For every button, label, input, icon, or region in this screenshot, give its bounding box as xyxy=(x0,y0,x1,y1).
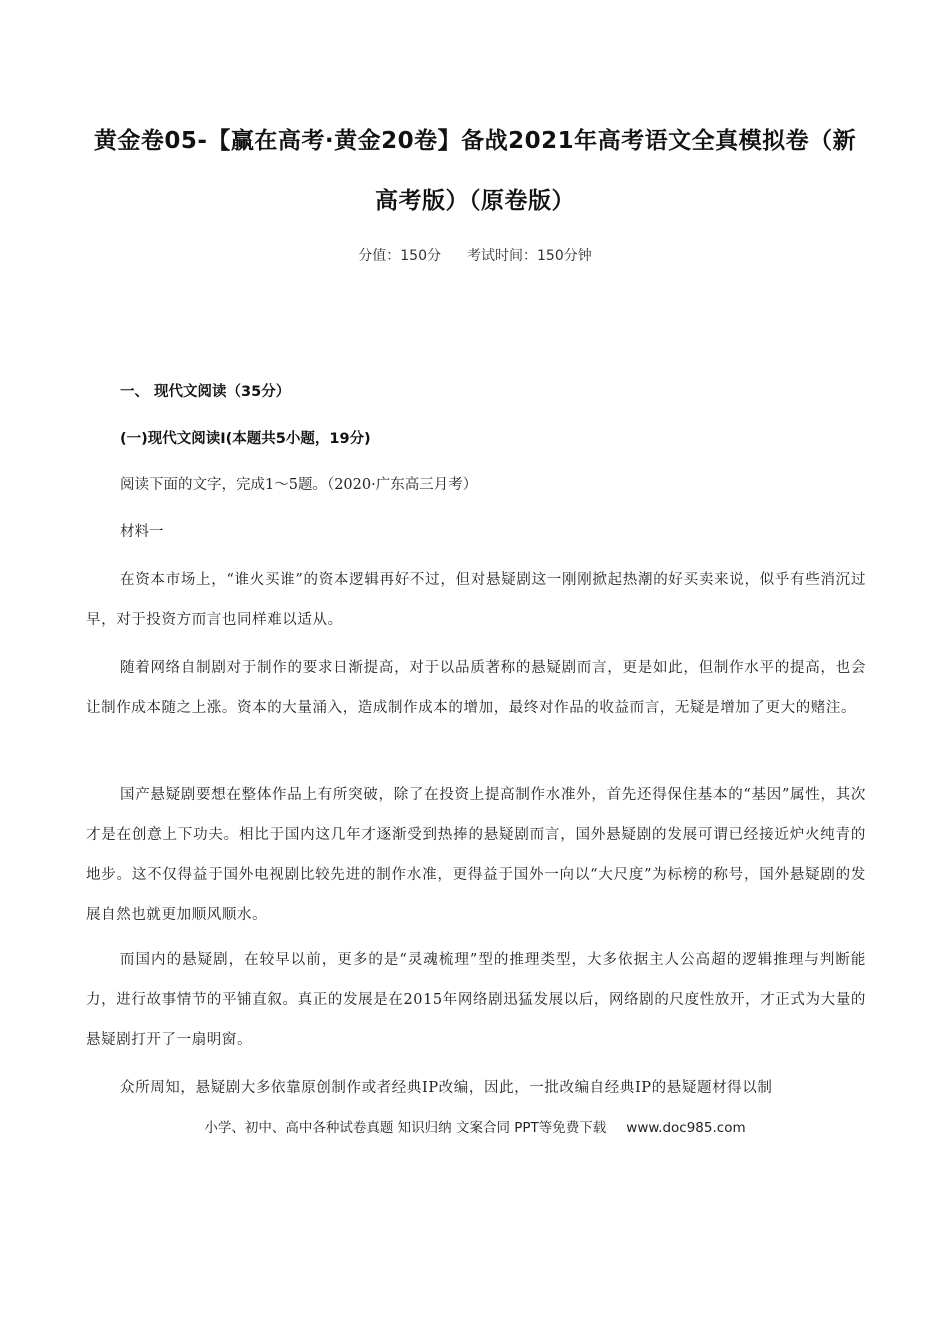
exam-meta xyxy=(0,245,950,265)
paragraph: 而国内的悬疑剧，在较早以前，更多的是“灵魂梳理”型的推理类型，大多依据主人公高超的逻辑推理与判断能力，进行故事情节的平铺直叙。真正的发展是在2015年网络剧迅猛发展以后，网络剧的尺度性放开，才正式为大量的悬疑剧打开了一扇明窗。 xyxy=(86,952,866,1048)
paragraph: 随着网络自制剧对于制作的要求日渐提高，对于以品质著称的悬疑剧而言，更是如此，但制作水平的提高，也会让制作成本随之上涨。资本的大量涌入，造成制作成本的增加，最终对作品的收益而言，无疑是增加了更大的赌注。 xyxy=(86,660,866,716)
score-label: 分值：150分 xyxy=(358,248,441,264)
section-heading: 一、 现代文阅读（35分） xyxy=(120,384,291,400)
paragraph: 在资本市场上，“谁火买谁”的资本逻辑再好不过，但对悬疑剧这一刚刚掀起热潮的好买卖来说，似乎有些消沉过早，对于投资方而言也同样难以适从。 xyxy=(86,572,866,628)
reading-instruction: 阅读下面的文字，完成1～5题。（2020·广东高三月考） xyxy=(120,477,478,493)
document-title-line1: 黄金卷05-【赢在高考·黄金20卷】备战2021年高考语文全真模拟卷（新 xyxy=(93,128,857,154)
footer-text: 小学、初中、高中各种试卷真题 知识归纳 文案合同 PPT等免费下载 xyxy=(204,1120,607,1136)
page-footer xyxy=(0,1116,950,1136)
paragraph: 国产悬疑剧要想在整体作品上有所突破，除了在投资上提高制作水准外，首先还得保住基本的“基因”属性，其次才是在创意上下功夫。相比于国内这几年才逐渐受到热捧的悬疑剧而言，国外悬疑剧的发展可谓已经接近炉火纯青的地步。这不仅得益于国外电视剧比较先进的制作水准，更得益于国外一向以“大尺度”为标榜的称号，国外悬疑剧的发展自然也就更加顺风顺水。 xyxy=(86,787,866,923)
material-label: 材料一 xyxy=(120,524,164,540)
subsection-heading: (一)现代文阅读Ⅰ(本题共5小题，19分) xyxy=(120,431,371,447)
footer-link[interactable]: www.doc985.com xyxy=(626,1120,746,1136)
time-label: 考试时间：150分钟 xyxy=(467,248,592,264)
paragraph: 众所周知，悬疑剧大多依靠原创制作或者经典IP改编，因此，一批改编自经典IP的悬疑题材得以制 xyxy=(120,1080,773,1096)
document-title-line2: 高考版）（原卷版） xyxy=(375,188,575,214)
